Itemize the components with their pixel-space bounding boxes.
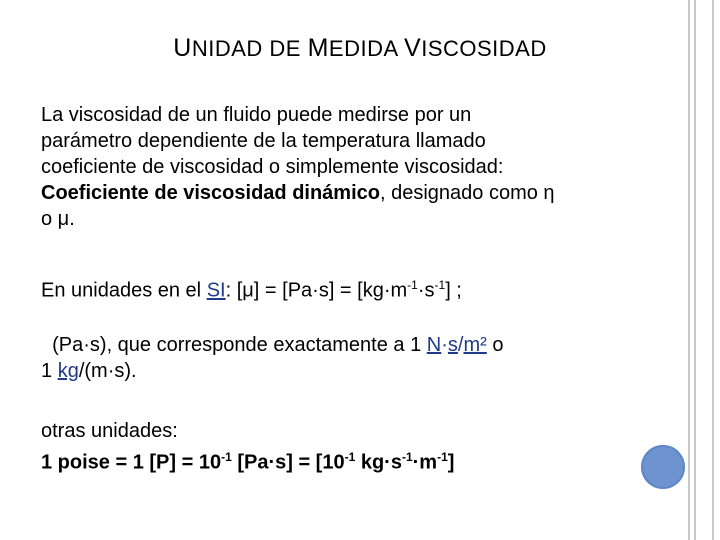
text-line: o μ. xyxy=(41,208,75,230)
exponent: -1 xyxy=(437,450,448,464)
text-line: otras unidades: xyxy=(41,420,178,442)
title-part: U xyxy=(173,34,192,62)
text-fragment: : [μ] = [Pa·s] = [kg·m xyxy=(225,279,408,302)
text-fragment: (Pa·s), que corresponde exactamente a 1 xyxy=(52,334,427,356)
border-rule-right xyxy=(712,0,714,540)
text-line: parámetro dependiente de la temperatura llamado xyxy=(41,130,486,152)
text-fragment: o xyxy=(486,334,504,356)
text-fragment: , designado como η xyxy=(379,182,555,204)
si-link[interactable]: SI xyxy=(206,279,226,302)
text-line: La viscosidad de un fluido puede medirse por un xyxy=(41,104,472,126)
text-fragment: /(m·s). xyxy=(78,360,137,382)
exponent: -1 xyxy=(401,450,413,464)
definition-paragraph xyxy=(41,102,661,232)
title-part: EDIDA xyxy=(328,36,405,61)
slide-title xyxy=(0,34,720,63)
text-fragment: ] ; xyxy=(445,279,462,302)
text-fragment: [Pa·s] = [10 xyxy=(231,451,345,474)
text-line: coeficiente de viscosidad o simplemente viscosidad: xyxy=(41,156,504,178)
other-units-paragraph xyxy=(41,418,661,476)
text-fragment: ] xyxy=(447,451,455,474)
border-rule-left xyxy=(688,0,690,540)
text-fragment: ·s xyxy=(417,279,435,302)
title-part: V xyxy=(404,34,422,62)
text-fragment: ·m xyxy=(412,451,438,474)
border-rule-middle xyxy=(694,0,696,540)
text-line xyxy=(41,332,661,358)
text-line xyxy=(41,358,661,384)
decorative-circle xyxy=(641,445,685,489)
exponent: -1 xyxy=(344,450,356,464)
exponent: -1 xyxy=(407,278,418,292)
title-part: NIDAD DE xyxy=(191,36,308,61)
text-fragment: · xyxy=(441,334,448,356)
square-metre-link[interactable]: m² xyxy=(463,334,487,356)
exponent: -1 xyxy=(221,450,232,464)
text-line xyxy=(41,180,661,206)
title-part: ISCOSIDAD xyxy=(421,36,547,61)
text-fragment: En unidades en el xyxy=(41,279,207,302)
text-fragment: 1 poise = 1 [P] = 10 xyxy=(41,451,222,474)
second-link[interactable]: s xyxy=(447,334,458,356)
newton-link[interactable]: N xyxy=(426,334,442,356)
title-part: M xyxy=(307,34,329,62)
kilogram-link[interactable]: kg xyxy=(57,360,79,382)
equivalence-paragraph xyxy=(41,332,661,384)
poise-equation xyxy=(41,444,661,476)
bold-term: Coeficiente de viscosidad dinámico xyxy=(41,182,380,204)
text-fragment: 1 xyxy=(41,360,58,382)
text-fragment: / xyxy=(457,334,464,356)
text-fragment: kg·s xyxy=(355,451,402,474)
exponent: -1 xyxy=(434,278,446,292)
si-units-line xyxy=(41,272,661,304)
